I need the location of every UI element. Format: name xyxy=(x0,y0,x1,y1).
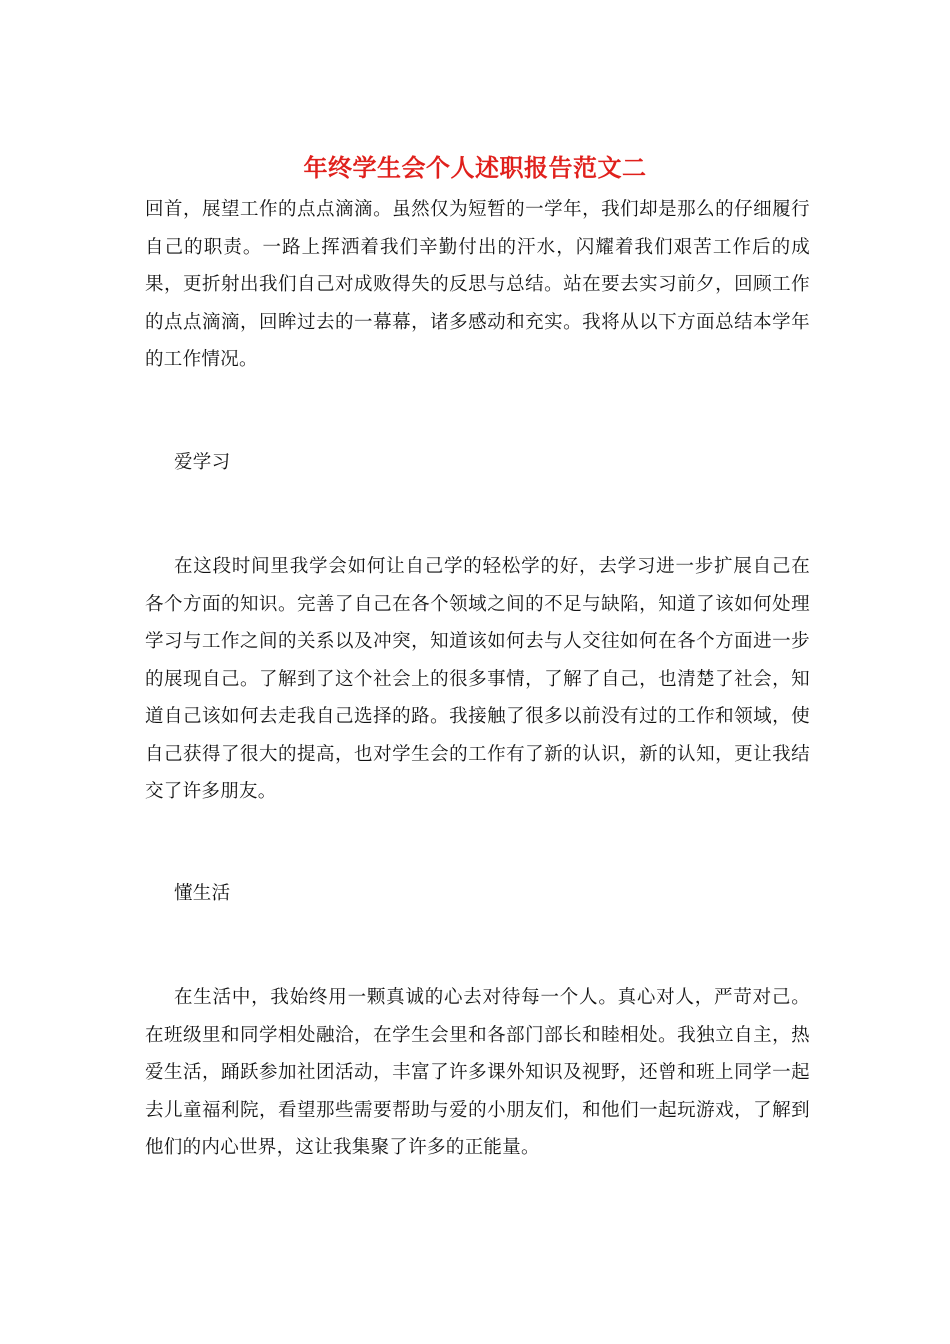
section-body-love-study: 在这段时间里我学会如何让自己学的轻松学的好，去学习进一步扩展自己在各个方面的知识。完善了自己在各个领域之间的不足与缺陷，知道了该如何处理学习与工作之间的关系以及冲突，知道该如何去与人交往如何在各个方面进一步的展现自己。了解到了这个社会上的很多事情，了解了自己，也清楚了社会，知道自己该如何去走我自己选择的路。我接触了很多以前没有过的工作和领域，使自己获得了很大的提高，也对学生会的工作有了新的认识，新的认知，更让我结交了许多朋友。 xyxy=(145,556,810,802)
section-body-understand-life: 在生活中，我始终用一颗真诚的心去对待每一个人。真心对人，严苛对己。在班级里和同学相处融洽，在学生会里和各部门部长和睦相处。我独立自主，热爱生活，踊跃参加社团活动，丰富了许多课外知识及视野，还曾和班上同学一起去儿童福利院，看望那些需要帮助与爱的小朋友们，和他们一起玩游戏，了解到他们的内心世界，这让我集聚了许多的正能量。 xyxy=(145,987,810,1158)
section-heading-love-study: 爱学习 xyxy=(174,452,231,473)
intro-paragraph: 回首，展望工作的点点滴滴。虽然仅为短暂的一学年，我们却是那么的仔细履行自己的职责。一路上挥洒着我们辛勤付出的汗水，闪耀着我们艰苦工作后的成果，更折射出我们自己对成败得失的反思与总结。站在要去实习前夕，回顾工作的点点滴滴，回眸过去的一幕幕，诸多感动和充实。我将从以下方面总结本学年的工作情况。 xyxy=(145,199,810,370)
document-title: 年终学生会个人述职报告范文二 xyxy=(303,153,647,182)
section-heading-understand-life: 懂生活 xyxy=(174,883,231,904)
